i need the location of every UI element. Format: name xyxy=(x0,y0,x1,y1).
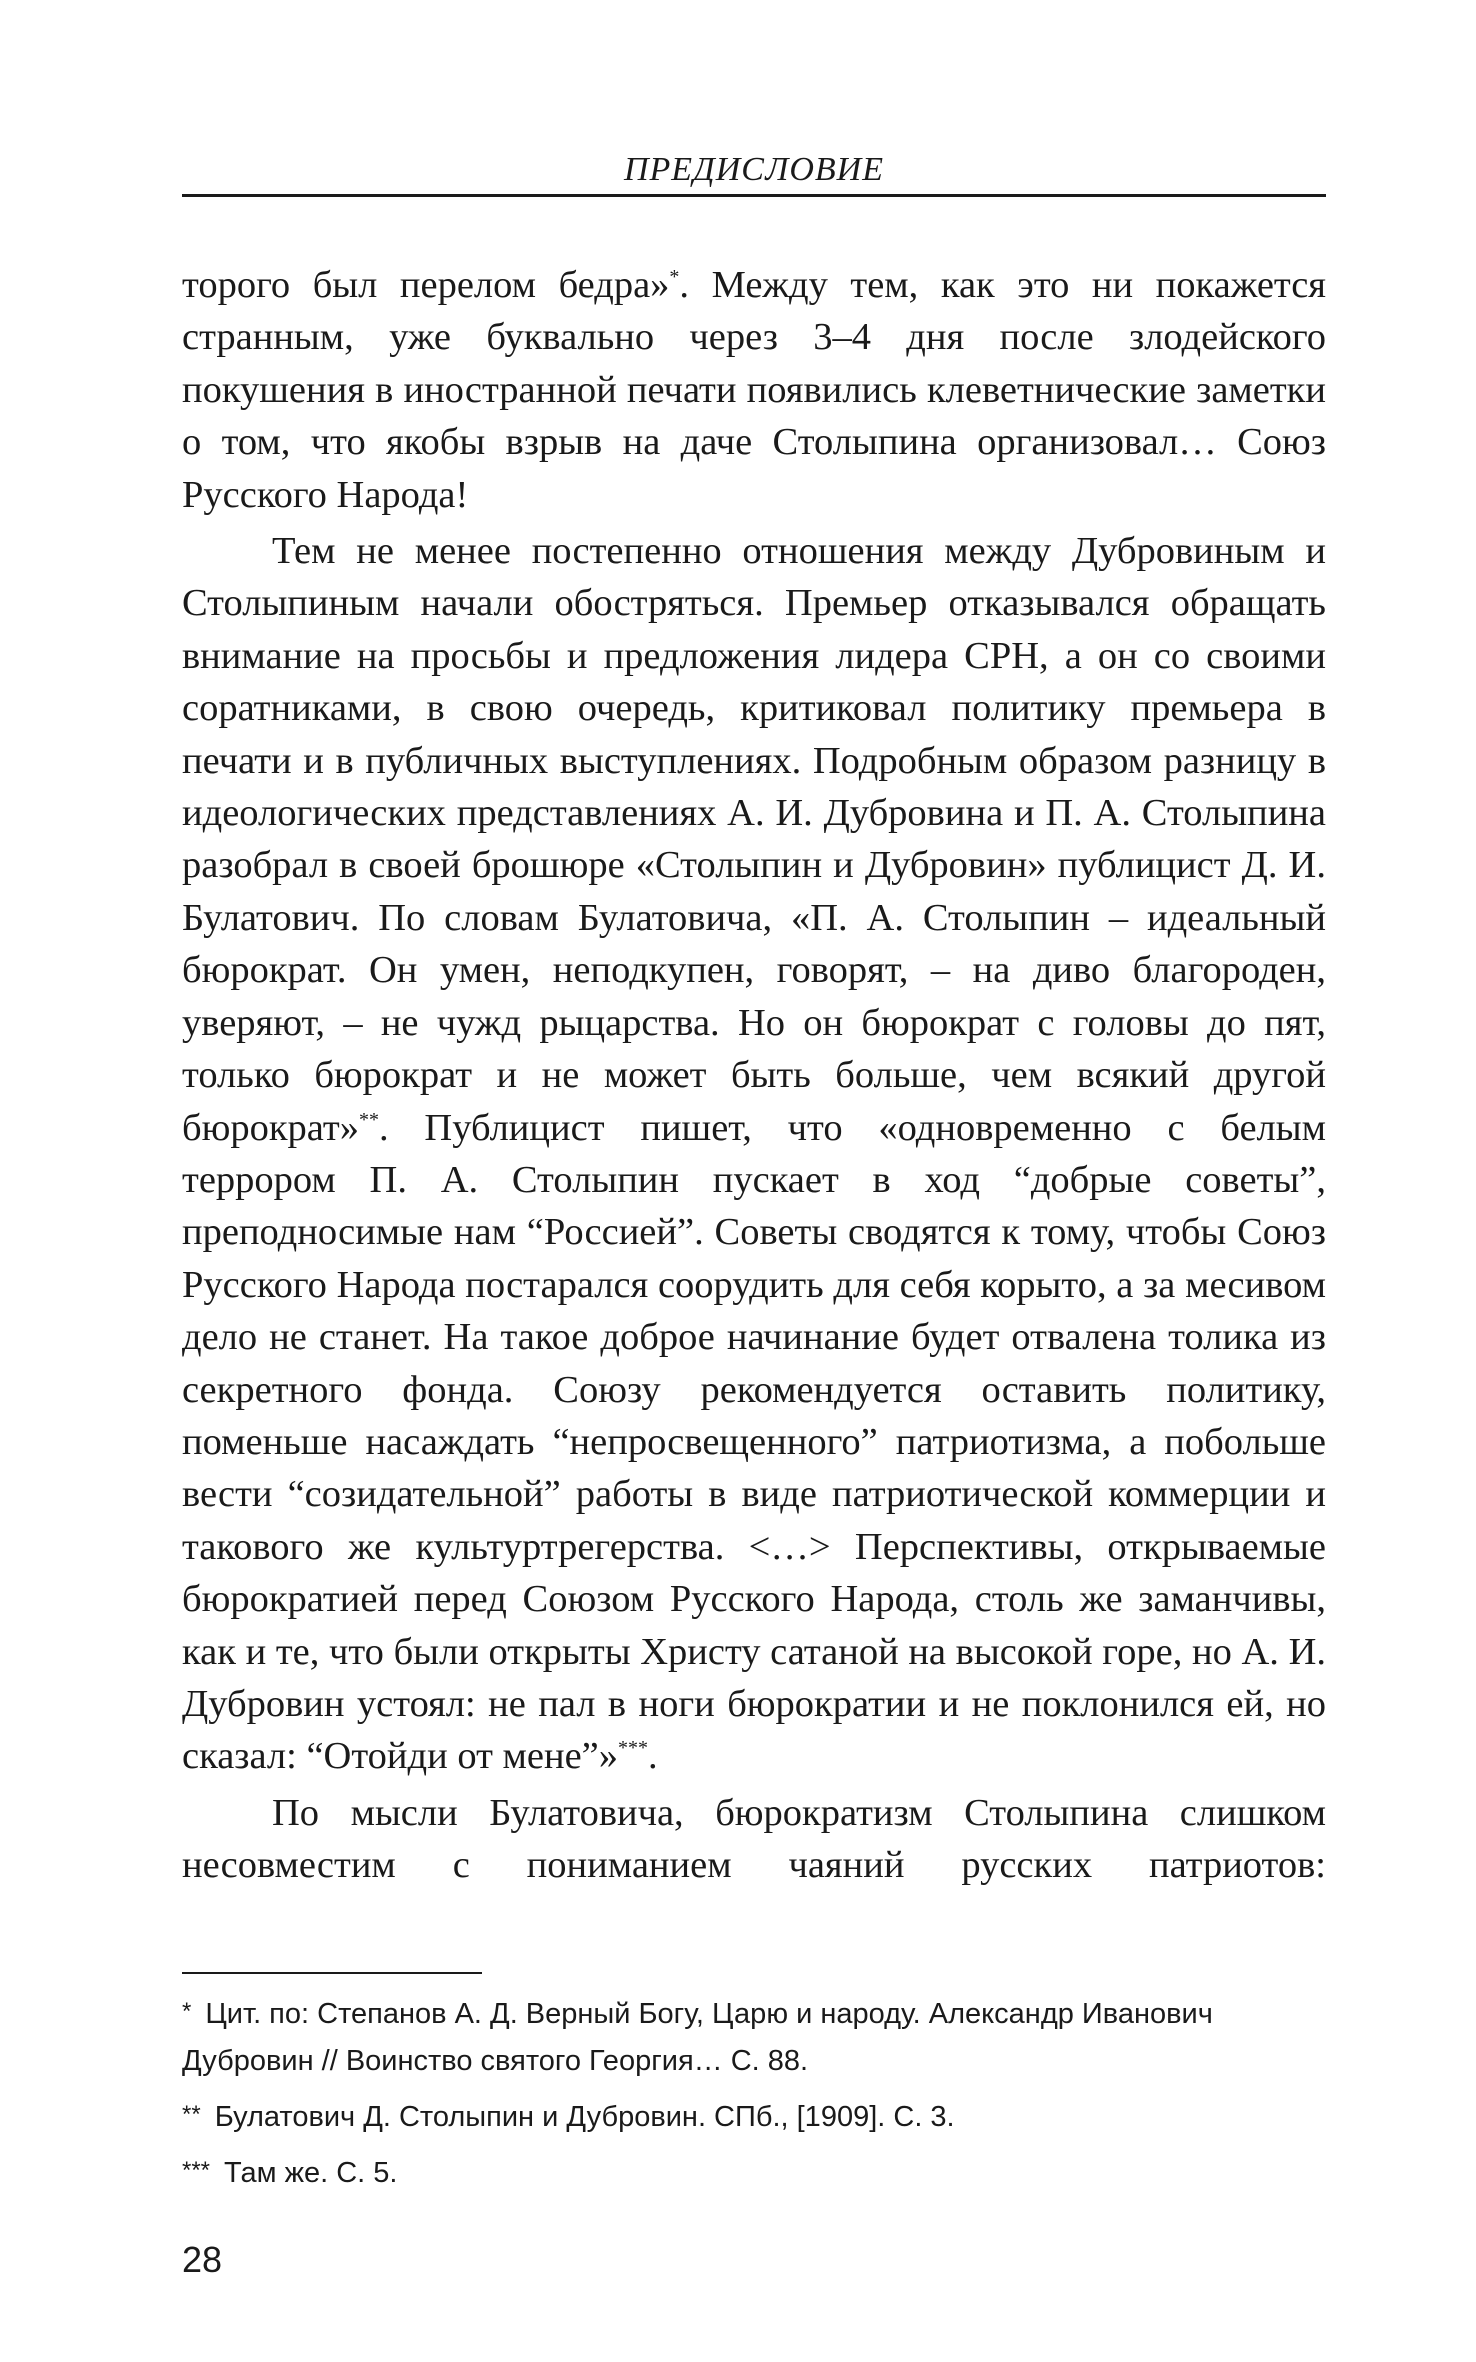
footnote-mark: ** xyxy=(182,2101,201,2128)
footnote-mark: *** xyxy=(182,2157,211,2184)
paragraph-text: По мысли Булатовича, бюрократизм Столыпина слишком несовместим с пониманием чаяний русских патриотов: xyxy=(182,1791,1326,1887)
paragraph xyxy=(182,525,1326,1783)
running-head: ПРЕДИСЛОВИЕ xyxy=(623,151,885,188)
footnote-reference[interactable]: * xyxy=(669,266,680,288)
body-text xyxy=(182,259,1326,1896)
footnote-rule xyxy=(182,1972,482,1974)
footnote xyxy=(182,2147,1326,2197)
footnote-mark: * xyxy=(182,1998,192,2025)
paragraph xyxy=(182,259,1326,521)
footnotes xyxy=(182,1988,1326,2203)
header-rule xyxy=(182,194,1326,197)
footnote-text: Цит. по: Степанов А. Д. Верный Богу, Царю и народу. Александр Иванович Дубровин // Воинство святого Георгия… С. 88. xyxy=(182,1998,1213,2077)
footnote xyxy=(182,1988,1326,2085)
footnote-text: Там же. С. 5. xyxy=(224,2157,398,2189)
footnote xyxy=(182,2091,1326,2141)
page-number: 28 xyxy=(182,2239,223,2280)
paragraph-text: . xyxy=(648,1735,658,1778)
footnote-reference[interactable]: ** xyxy=(358,1108,379,1131)
paragraph-text: Тем не менее постепенно отношения между Дубровиным и Столыпиным начали обостряться. Премьер отказывался обращать внимание на просьбы и предложения лидера СРН, а он со своими соратниками, в свою очередь, критиковал политику премьера в печати и в публичных выступлениях. Подробным образом разницу в идеологических представлениях А. И. Дубровина и П. А. Столыпина разобрал в своей брошюре «Столыпин и Дубровин» публицист Д. И. Булатович. По словам Булатовича, «П. А. Столыпин – идеальный бюрократ. Он умен, неподкупен, говорят, – на диво благороден, уверяют, – не чужд рыцарства. Но он бюрократ с головы до пят, только бюрократ и не может быть больше, чем всякий другой бюрократ» xyxy=(182,530,1326,1149)
paragraph-text: . Между тем, как это ни покажется странным, уже буквально через 3–4 дня после злодейского покушения в иностранной печати появились клеветнические заметки о том, что якобы взрыв на даче Столыпина организовал… Союз Русского Народа! xyxy=(182,264,1327,516)
paragraph-text: торого был перелом бедра» xyxy=(182,264,670,306)
paragraph-text: . Публицист пишет, что «одновременно с белым террором П. А. Столыпин пускает в ход “добрые советы”, преподносимые нам “Россией”. Советы сводятся к тому, чтобы Союз Русского Народа постарался соорудить для себя корыто, а за месивом дело не станет. На такое доброе начинание будет отвалена толика из секретного фонда. Союзу рекомендуется оставить политику, поменьше насаждать “непросвещенного” патриотизма, а побольше вести “созидательной” работы в виде патриотической коммерции и такового же культуртрегерства. <…> Перспективы, открываемые бюрократией перед Союзом Русского Народа, столь же заманчивы, как и те, что были открыты Христу сатаной на высокой горе, но А. И. Дубровин устоял: не пал в ноги бюрократии и не поклонился ей, но сказал: “Отойди от мене”» xyxy=(182,1106,1326,1778)
paragraph xyxy=(182,1787,1326,1892)
footnote-reference[interactable]: *** xyxy=(618,1737,649,1760)
footnote-text: Булатович Д. Столыпин и Дубровин. СПб., [1909]. С. 3. xyxy=(214,2101,955,2133)
